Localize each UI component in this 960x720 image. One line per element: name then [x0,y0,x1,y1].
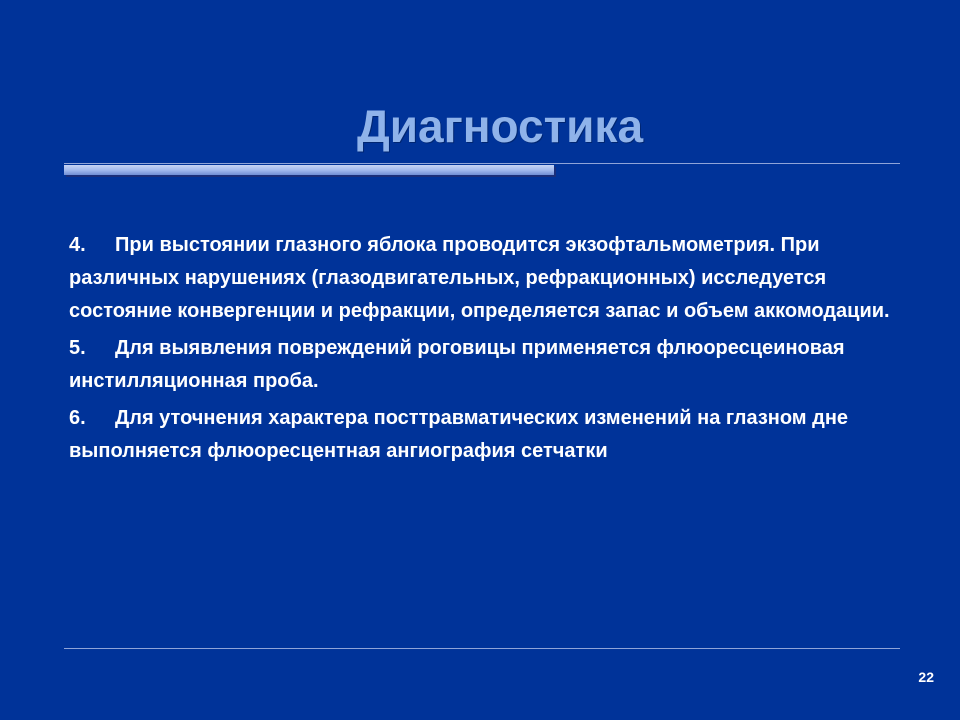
list-item-number: 5. [69,337,86,359]
slide-body [69,229,909,472]
title-divider-line [64,163,900,164]
list-item-text: Для уточнения характера посттравматических изменений на глазном дне выполняется флюоресцентная ангиография сетчатки [69,407,849,462]
list-item-number: 6. [69,407,86,429]
list-item-4 [69,229,909,328]
slide-title: Диагностика [356,100,644,152]
footer-divider-line [64,648,900,649]
page-number: 22 [918,669,934,685]
list-item-5 [69,332,909,398]
list-item-number: 4. [69,234,86,256]
list-item-text: Для выявления повреждений роговицы применяется флюоресцеиновая инстилляционная проба. [69,337,845,392]
list-item-6 [69,402,909,468]
list-item-text: При выстоянии глазного яблока проводится экзофтальмометрия. При различных нарушениях (глазодвигательных, рефракционных) исследуется состояние конвергенции и рефракции, определяется запас и объем аккомодации. [69,234,890,322]
title-accent-bar [64,165,554,175]
